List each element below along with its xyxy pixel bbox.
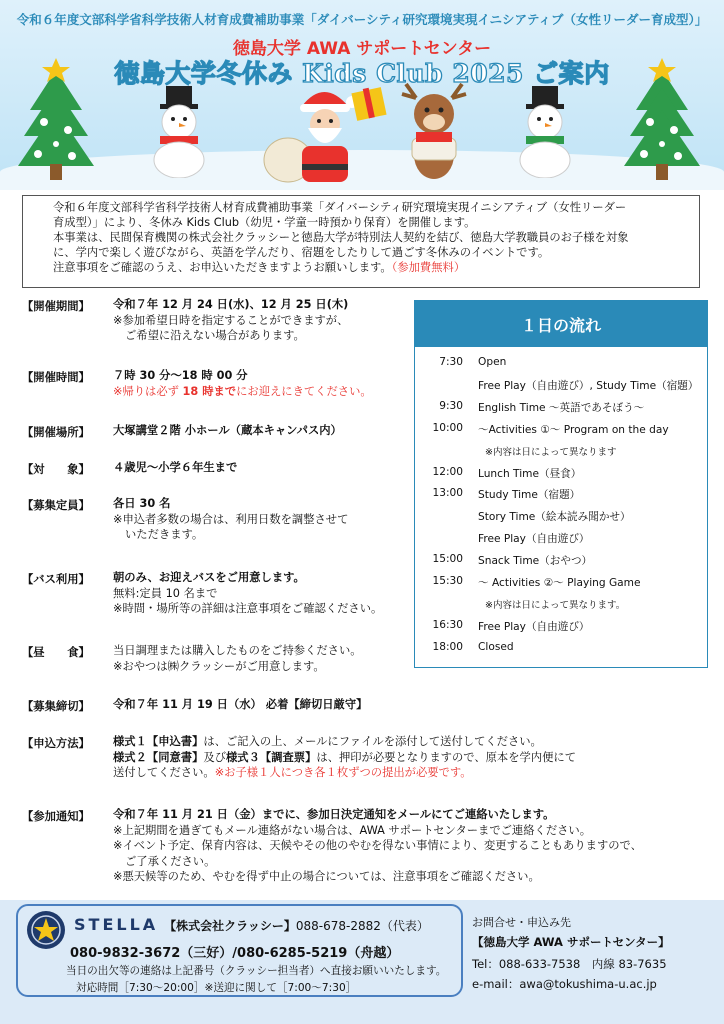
schedule-activity: Free Play（自由遊び）, Study Time（宿題） [478, 379, 699, 392]
schedule-time: 9:30 [439, 399, 463, 412]
intro-line: 育成型）」により、冬休み Kids Club（幼児・学童一時預かり保育）を開催します。 [53, 216, 476, 229]
company-tel[interactable]: 088-678-2882（代表） [295, 919, 429, 933]
lunch-label: 【昼 食】 [22, 646, 90, 659]
apply-block [113, 734, 576, 781]
lunch-note: ※おやつは㈱クラッシーがご用意します。 [113, 659, 325, 673]
schedule-time: 13:00 [432, 487, 463, 500]
form-3-name: 様式３【調査票】 [226, 750, 317, 764]
mobile-numbers[interactable]: 080-9832-3672（三好）/080-6285-5219（舟越） [70, 946, 400, 961]
apply-label: 【申込方法】 [22, 737, 90, 750]
apply-text: は、押印が必要となりますので、原本を学内便にて [316, 750, 576, 764]
inquiry-tel[interactable]: Tel：088-633-7538 内線 83-7635 [472, 957, 667, 971]
schedule-activity: ～ Activities ②～ Playing Game [478, 577, 641, 589]
target-label: 【対 象】 [22, 463, 90, 476]
schedule-note: ※内容は日によって異なります [485, 446, 617, 458]
schedule-activity: Study Time（宿題） [478, 489, 581, 502]
hours-label: 【開催時間】 [22, 371, 90, 384]
santa-icon [262, 76, 392, 188]
hours-block [113, 368, 372, 399]
footer-hours: 対応時間［7:30～20:00］※送迎に関して［7:00～7:30］ [76, 982, 357, 994]
target-value: ４歳児～小学６年生まで [113, 461, 238, 474]
capacity-note: いただきます。 [125, 528, 204, 541]
subsidy-line: 令和６年度文部科学省科学技術人材育成費補助事業「ダイバーシティ研究環境実現イニシアティブ（女性リーダー育成型）」 [16, 12, 708, 27]
schedule-note: ※内容は日によって異なります。 [485, 599, 626, 611]
daily-schedule [414, 300, 708, 668]
free-fee-note: （参加費無料） [391, 261, 466, 274]
stella-brand: STELLA [74, 915, 159, 934]
lunch-value: 当日調理または購入したものをご持参ください。 [113, 644, 362, 657]
notice-block [113, 807, 642, 885]
schedule-activity: Snack Time（おやつ） [478, 555, 593, 568]
schedule-activity: Free Play（自由遊び） [478, 533, 590, 546]
stella-logo [26, 910, 66, 950]
schedule-time: 15:30 [432, 575, 463, 587]
bus-note: ※時間・場所等の詳細は注意事項をご確認ください。 [113, 602, 383, 615]
bus-block [113, 570, 382, 617]
capacity-label: 【募集定員】 [22, 499, 90, 512]
period-block [113, 297, 348, 344]
notice-note: ※悪天候等のため、やむを得ず中止の場合については、注意事項をご確認ください。 [113, 870, 540, 883]
intro-line [53, 260, 689, 275]
notice-label: 【参加通知】 [22, 810, 90, 823]
stella-line [74, 915, 429, 934]
apply-line [113, 734, 576, 750]
hours-note-text: にお迎えにきてください。 [236, 384, 372, 398]
schedule-time: 15:00 [432, 553, 463, 566]
period-note: ※参加希望日時を指定することができますが、 [113, 313, 349, 327]
apply-line [113, 750, 576, 766]
schedule-activity: Story Time（絵本読み聞かせ） [478, 511, 631, 524]
inquiry-email[interactable]: e-mail：awa@tokushima-u.ac.jp [472, 977, 657, 991]
notice-note: ご了承ください。 [125, 854, 216, 868]
notice-value: 令和７年 11 月 21 日（金）までに、参加日決定通知をメールにてご連絡いたします。 [113, 808, 555, 821]
lunch-block [113, 643, 362, 674]
intro-text: 注意事項をご確認のうえ、お申込いただきますようお願いします。 [53, 261, 392, 274]
reindeer-icon [398, 80, 470, 188]
schedule-activity: Closed [478, 640, 514, 653]
schedule-time: 7:30 [439, 356, 463, 368]
apply-text: 及び [203, 750, 226, 764]
snowman-icon [146, 86, 212, 178]
schedule-activity: English Time ～英語であそぼう～ [478, 401, 645, 414]
form-2-name: 様式２【同意書】 [113, 750, 204, 764]
intro-line: 本事業は、民間保育機関の株式会社クラッシーと徳島大学が特別法人契約を結び、徳島大学教職員のお子様を対象 [53, 231, 629, 244]
deadline-value: 令和７年 11 月 19 日（水） 必着【締切日厳守】 [113, 698, 368, 711]
schedule-activity: Free Play（自由遊び） [478, 620, 590, 633]
intro-line: 令和６年度文部科学省科学技術人材育成費補助事業「ダイバーシティ研究環境実現イニシアティブ（女性リーダー [53, 201, 627, 214]
stella-contact-box [16, 904, 463, 997]
apply-line [113, 765, 576, 781]
hours-note-emphasis: 18 時まで [182, 384, 237, 398]
hours-value: ７時 30 分～18 時 00 分 [113, 369, 248, 382]
inquiry-org: 【徳島大学 AWA サポートセンター】 [472, 935, 670, 949]
notice-note: ※上記期間を過ぎてもメール連絡がない場合は、AWA サポートセンターまでご連絡ください。 [113, 823, 592, 837]
bus-value: 朝のみ、お迎えバスをご用意します。 [113, 571, 305, 584]
schedule-time: 18:00 [432, 640, 463, 653]
inquiry-label: お問合せ・申込み先 [472, 916, 571, 929]
hours-note [113, 384, 372, 400]
intro-box [22, 195, 700, 288]
bus-note: 無料:定員 10 名まで [113, 586, 218, 600]
capacity-value: 各日 30 名 [113, 497, 171, 510]
apply-warning: ※お子様１人につき各１枚ずつの提出が必要です。 [214, 766, 472, 779]
schedule-activity: Open [478, 356, 507, 368]
capacity-note: ※申込者多数の場合は、利用日数を調整させて [113, 512, 349, 526]
footer-note: 当日の出欠等の連絡は上記番号（クラッシー担当者）へ直接お願いいたします。 [66, 965, 447, 977]
bus-label: 【バス利用】 [22, 573, 90, 586]
period-label: 【開催期間】 [22, 300, 90, 313]
place-label: 【開催場所】 [22, 426, 90, 439]
period-value: 令和７年 12 月 24 日(水)、12 月 25 日(木) [113, 298, 349, 311]
apply-text: は、ご記入の上、メールにファイルを添付して送付してください。 [203, 735, 542, 748]
schedule-title: １日の流れ [415, 301, 707, 347]
schedule-activity: Lunch Time（昼食） [478, 467, 582, 480]
schedule-time: 10:00 [432, 421, 463, 434]
period-note: ご希望に沿えない場合があります。 [125, 329, 305, 342]
deadline-label: 【募集締切】 [22, 700, 90, 713]
apply-text: 送付してください。 [113, 766, 215, 779]
snowman-icon [512, 86, 578, 178]
form-1-name: 様式１【申込書】 [113, 735, 204, 748]
company-name: 【株式会社クラッシー】 [164, 919, 296, 933]
notice-note: ※イベント予定、保育内容は、天候やその他のやむを得ない事情により、変更することもありますので、 [113, 839, 642, 852]
schedule-time: 12:00 [432, 465, 463, 478]
organization-name: 徳島大学 AWA サポートセンター [232, 39, 492, 59]
schedule-time: 16:30 [432, 618, 463, 631]
place-value: 大塚講堂２階 小ホール（蔵本キャンパス内） [113, 424, 342, 437]
schedule-activity: ～Activities ①～ Program on the day [478, 423, 669, 436]
hours-note-text: ※帰りは必ず [113, 384, 183, 398]
capacity-block [113, 496, 348, 543]
intro-line: に、学内で楽しく遊びながら、英語を学んだり、宿題をしたりして過ごす冬休みのイベントです。 [53, 246, 550, 259]
page-title: 徳島大学冬休み Kids Club 2025 ご案内 [114, 59, 610, 88]
